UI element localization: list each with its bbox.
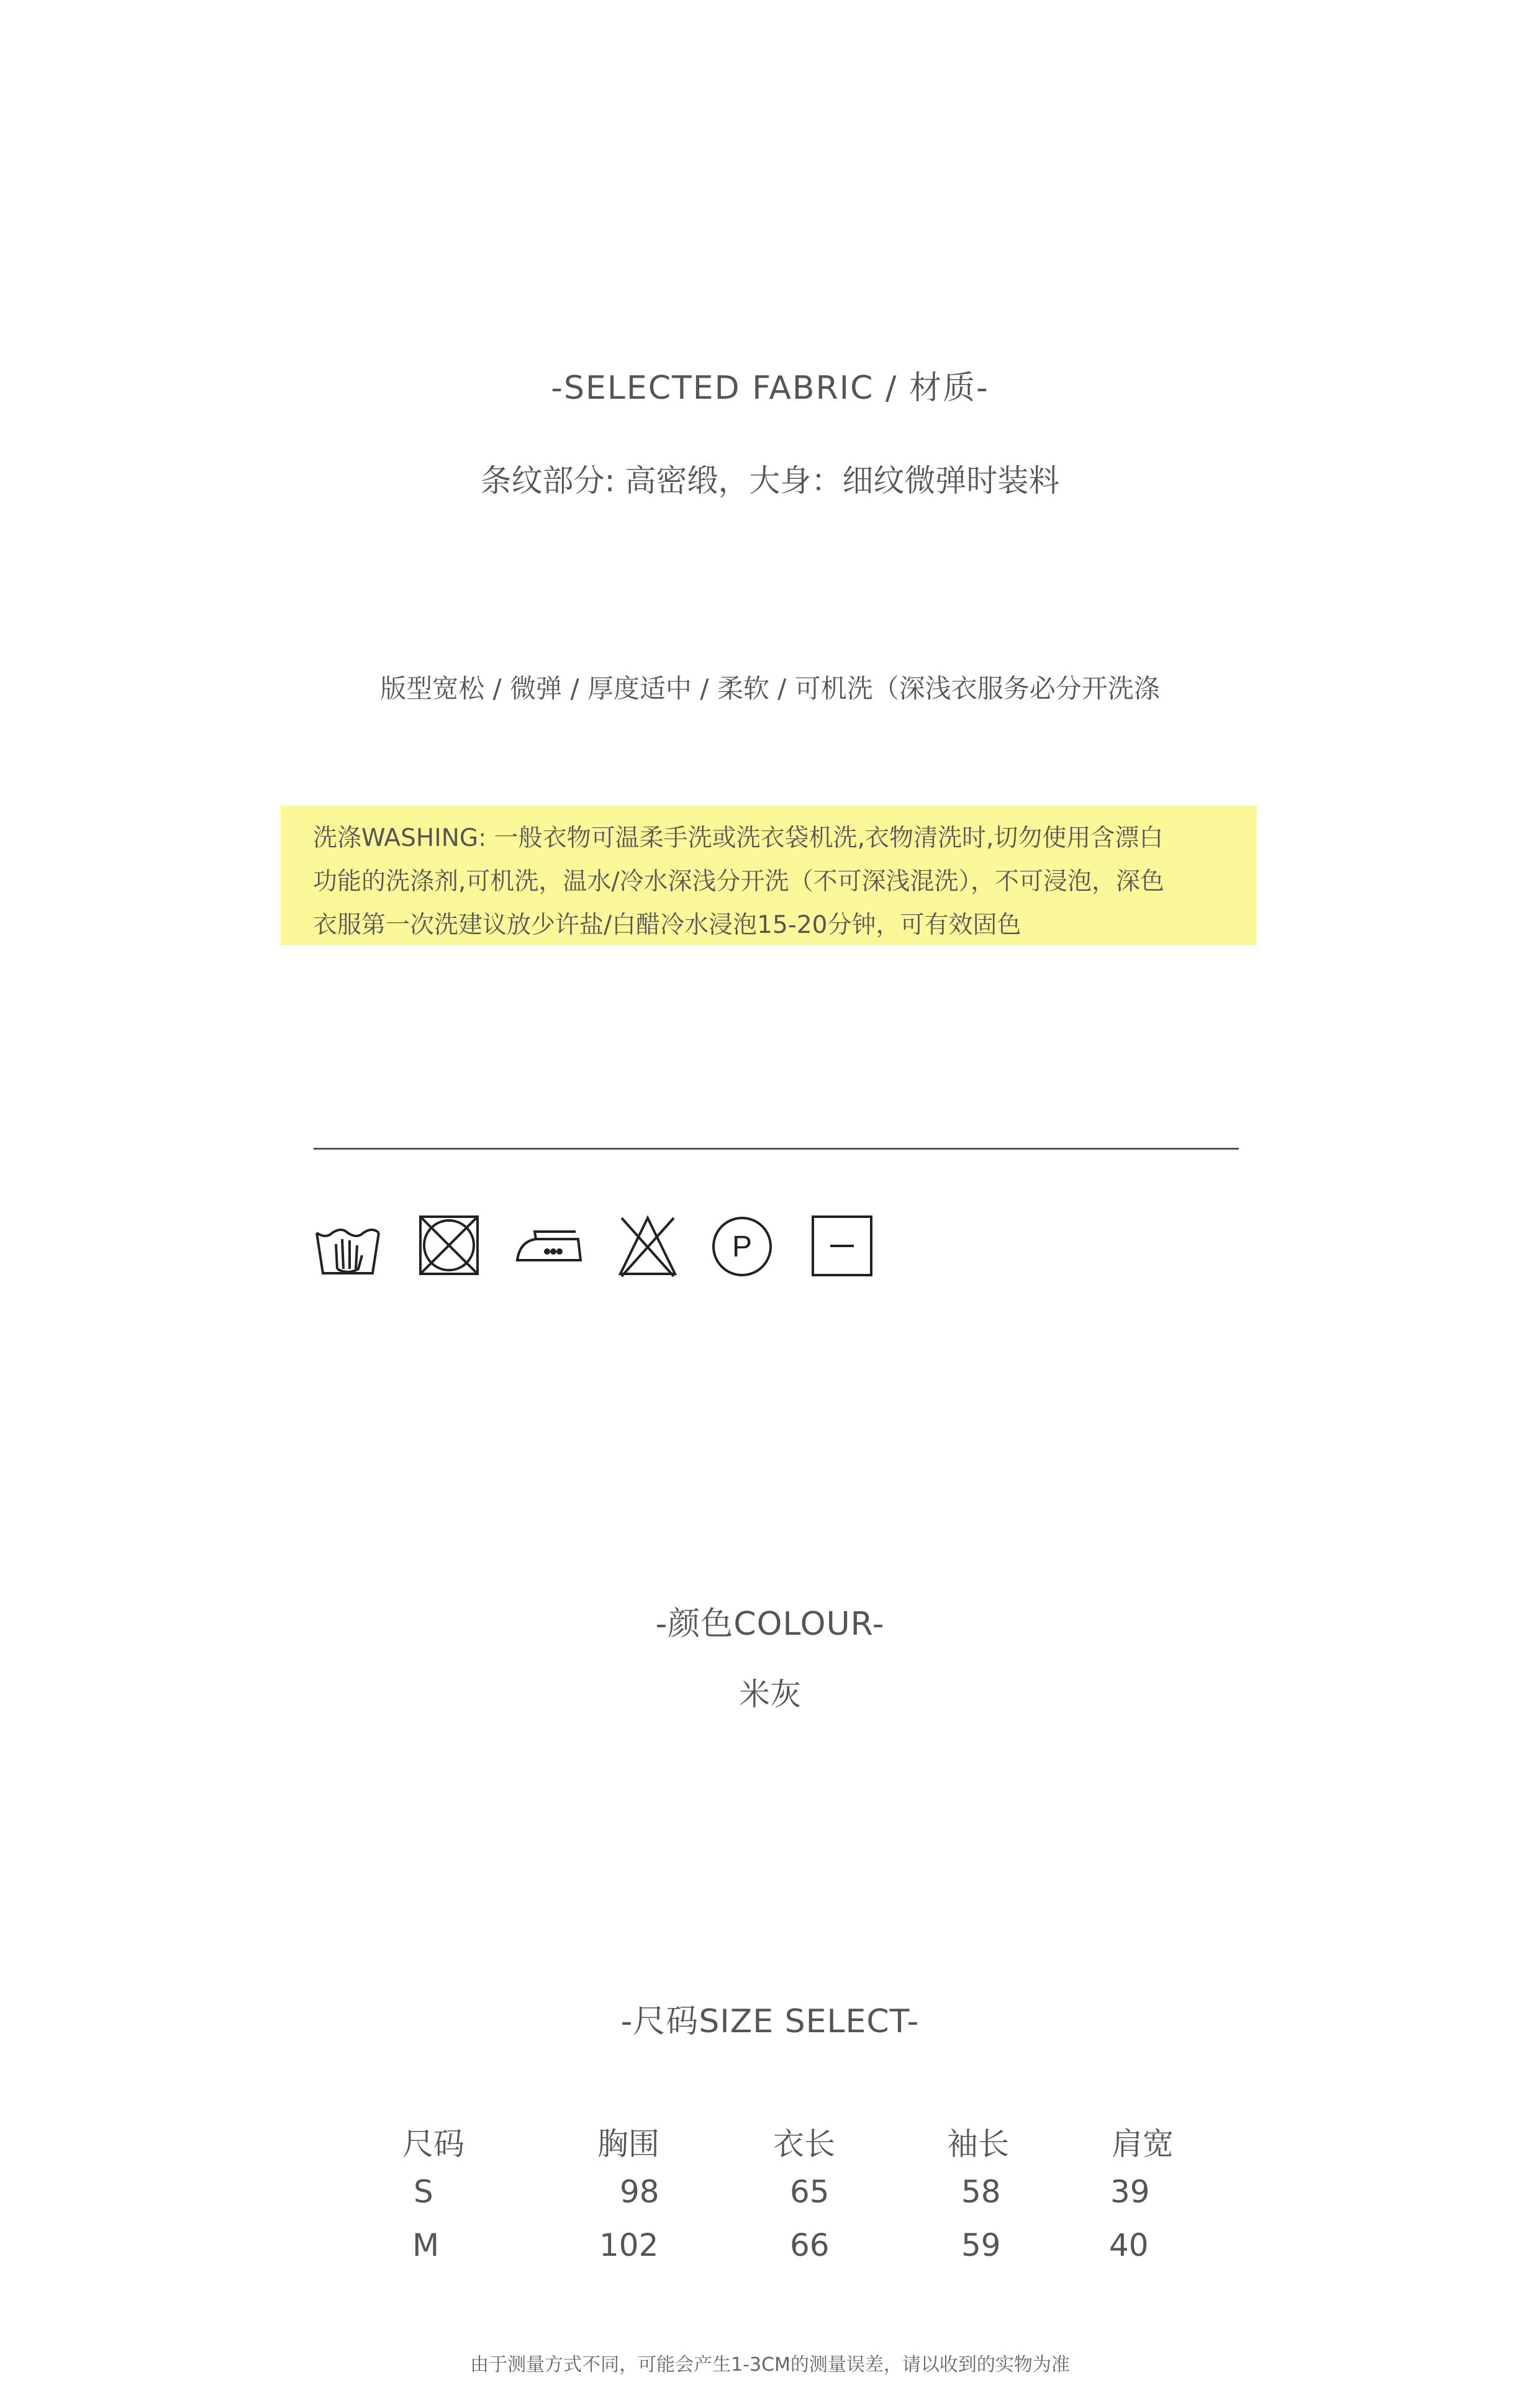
hand-wash-icon xyxy=(314,1214,382,1283)
dry-flat-icon xyxy=(810,1214,875,1279)
svg-text:P: P xyxy=(732,1230,753,1263)
size-row-m-length: 66 xyxy=(790,2227,830,2263)
no-bleach-icon xyxy=(617,1214,679,1279)
size-row-m-size: M xyxy=(412,2227,440,2263)
no-tumble-dry-icon xyxy=(418,1214,480,1276)
colour-value: 米灰 xyxy=(739,1676,801,1712)
feature-line: 版型宽松 / 微弹 / 厚度适中 / 柔软 / 可机洗（深浅衣服务必分开洗涤 xyxy=(380,673,1160,704)
size-row-s-shoulder: 39 xyxy=(1110,2174,1150,2210)
dry-clean-p-icon xyxy=(710,1214,774,1279)
size-row-s-size: S xyxy=(414,2174,433,2210)
size-header-size: 尺码 xyxy=(402,2126,464,2162)
size-row-m-shoulder: 40 xyxy=(1109,2227,1149,2263)
colour-heading: -颜色COLOUR- xyxy=(655,1606,885,1643)
fabric-heading: -SELECTED FABRIC / 材质- xyxy=(551,370,989,407)
section-divider xyxy=(314,1148,1239,1150)
size-row-m-sleeve: 59 xyxy=(961,2227,1001,2263)
fabric-detail: 条纹部分: 高密缎，大身：细纹微弹时装料 xyxy=(480,463,1060,499)
size-row-s-sleeve: 58 xyxy=(961,2174,1001,2210)
measurement-note: 由于测量方式不同，可能会产生1-3CM的测量误差，请以收到的实物为准 xyxy=(470,2354,1070,2376)
size-header-chest: 胸围 xyxy=(597,2126,659,2162)
washing-line-3: 衣服第一次洗建议放少许盐/白醋冷水浸泡15-20分钟，可有效固色 xyxy=(313,911,1021,939)
size-header-sleeve: 袖长 xyxy=(947,2126,1009,2162)
washing-line-1: 洗涤WASHING: 一般衣物可温柔手洗或洗衣袋机洗,衣物清洗时,切勿使用含漂白 xyxy=(313,824,1164,852)
size-header-length: 衣长 xyxy=(773,2126,835,2162)
iron-icon xyxy=(511,1223,586,1273)
washing-instructions xyxy=(281,806,1257,945)
size-row-m-chest: 102 xyxy=(599,2227,659,2263)
washing-line-2: 功能的洗涤剂,可机洗，温水/冷水深浅分开洗（不可深浅混洗），不可浸泡，深色 xyxy=(313,868,1165,896)
size-row-s-chest: 98 xyxy=(620,2174,659,2210)
size-heading: -尺码SIZE SELECT- xyxy=(620,2003,920,2040)
size-row-s-length: 65 xyxy=(790,2174,830,2210)
size-header-shoulder: 肩宽 xyxy=(1112,2126,1174,2162)
care-icons-row xyxy=(314,1214,935,1289)
